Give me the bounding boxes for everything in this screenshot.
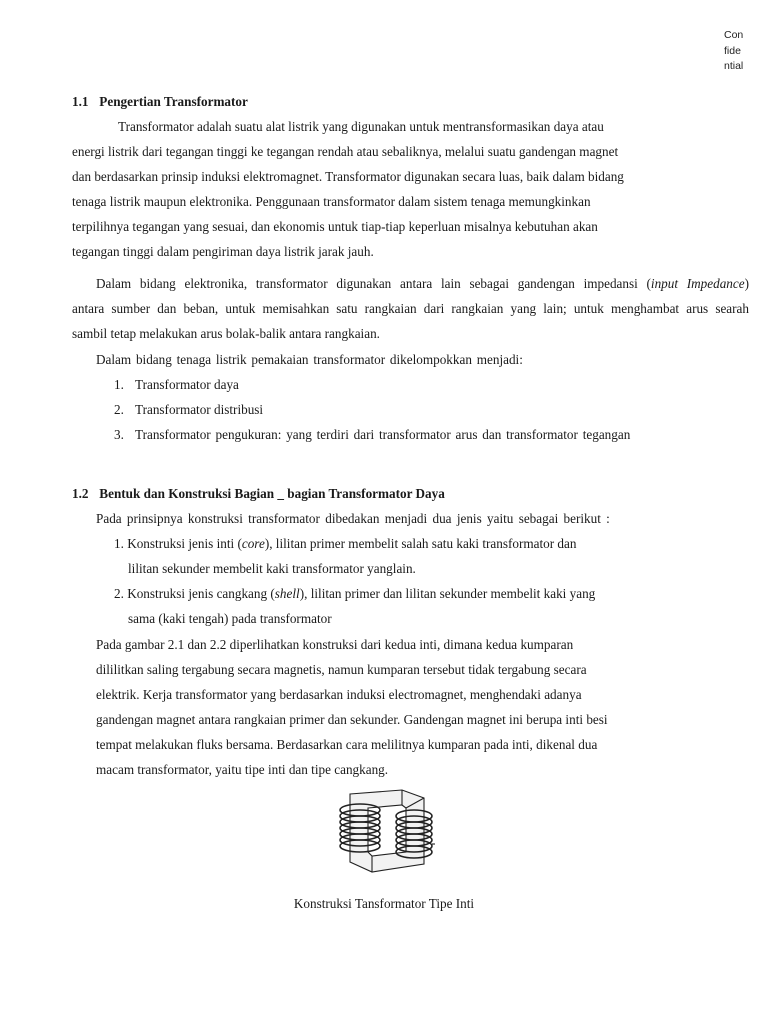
paragraph-line: [96, 276, 749, 292]
emphasis-text: core: [241, 536, 265, 551]
emphasis-text: shell: [274, 586, 300, 601]
paragraph-line: antara sumber dan beban, untuk memisahkan satu rangkaian dari rangkaian yang lain; untuk menghambat arus searah: [72, 301, 749, 316]
list-number: 2.: [114, 402, 124, 417]
paragraph-line: gandengan magnet antara rangkaian primer dan sekunder. Gandengan magnet ini berupa inti besi: [96, 712, 608, 727]
text-span: ), lilitan primer dan lilitan sekunder membelit kaki yang: [299, 586, 596, 601]
section-title: Pengertian Transformator: [99, 94, 248, 109]
list-number: 3.: [114, 427, 124, 442]
paragraph-line: tegangan tinggi dalam pengiriman daya listrik jarak jauh.: [72, 244, 374, 259]
list-item: Transformator distribusi: [135, 402, 264, 417]
list-item-continuation: lilitan sekunder membelit kaki transformator yanglain.: [128, 561, 416, 576]
paragraph-line: elektrik. Kerja transformator yang berdasarkan induksi electromagnet, menghendaki adanya: [96, 687, 582, 702]
paragraph-line: tempat melakukan fluks bersama. Berdasarkan cara melilitnya kumparan pada inti, dikenal dua: [96, 737, 598, 752]
list-number: 2.: [114, 586, 124, 601]
section-number: 1.1: [72, 94, 89, 109]
text-span: ), lilitan primer membelit salah satu kaki transformator dan: [264, 536, 577, 551]
text-span: ): [744, 276, 750, 291]
transformer-core-drawing: [332, 786, 438, 878]
list-item-continuation: sama (kaki tengah) pada transformator: [128, 611, 332, 626]
list-number: 1.: [114, 536, 124, 551]
section-heading-1-1: [72, 94, 248, 110]
paragraph-line: Transformator adalah suatu alat listrik yang digunakan untuk mentransformasikan daya atau: [118, 119, 604, 134]
paragraph-line: energi listrik dari tegangan tinggi ke tegangan rendah atau sebaliknya, melalui suatu gandengan magnet: [72, 144, 619, 159]
text-span: Konstruksi jenis inti (: [127, 536, 242, 551]
paragraph-line: Pada gambar 2.1 dan 2.2 diperlihatkan konstruksi dari kedua inti, dimana kedua kumparan: [96, 637, 574, 652]
confidential-label: Confidential: [724, 29, 744, 72]
figure-caption: Konstruksi Tansformator Tipe Inti: [293, 896, 475, 911]
list-item: Transformator daya: [135, 377, 239, 392]
list-item: [114, 536, 576, 552]
list-item: [114, 586, 595, 602]
section-title: Bentuk dan Konstruksi Bagian _ bagian Transformator Daya: [99, 486, 445, 501]
paragraph-line: dan berdasarkan prinsip induksi elektromagnet. Transformator digunakan secara luas, baik dalam bidang: [72, 169, 624, 184]
transformer-core-illustration: [332, 786, 438, 878]
paragraph-line: sambil tetap melakukan arus bolak-balik antara rangkaian.: [72, 326, 380, 341]
paragraph-line: dililitkan saling tergabung secara magnetis, namun kumparan tersebut tidak tergabung secara: [96, 662, 587, 677]
text-span: Dalam bidang elektronika, transformator digunakan antara lain sebagai gandengan impedansi (: [96, 276, 651, 291]
list-item: Transformator pengukuran: yang terdiri dari transformator arus dan transformator tegangan: [135, 427, 631, 442]
paragraph-line: macam transformator, yaitu tipe inti dan tipe cangkang.: [96, 762, 389, 777]
text-span: Konstruksi jenis cangkang (: [127, 586, 275, 601]
emphasis-text: input Impedance: [650, 276, 745, 291]
paragraph-line: Dalam bidang tenaga listrik pemakaian transformator dikelompokkan menjadi:: [96, 352, 523, 367]
section-heading-1-2: [72, 486, 445, 502]
paragraph-line: tenaga listrik maupun elektronika. Penggunaan transformator dalam sistem tenaga memungkinkan: [72, 194, 591, 209]
paragraph-line: terpilihnya tegangan yang sesuai, dan ekonomis untuk tiap-tiap keperluan misalnya kebutuhan akan: [72, 219, 598, 234]
section-number: 1.2: [72, 486, 89, 501]
list-number: 1.: [114, 377, 124, 392]
paragraph-line: Pada prinsipnya konstruksi transformator dibedakan menjadi dua jenis yaitu sebagai berikut :: [96, 511, 610, 526]
